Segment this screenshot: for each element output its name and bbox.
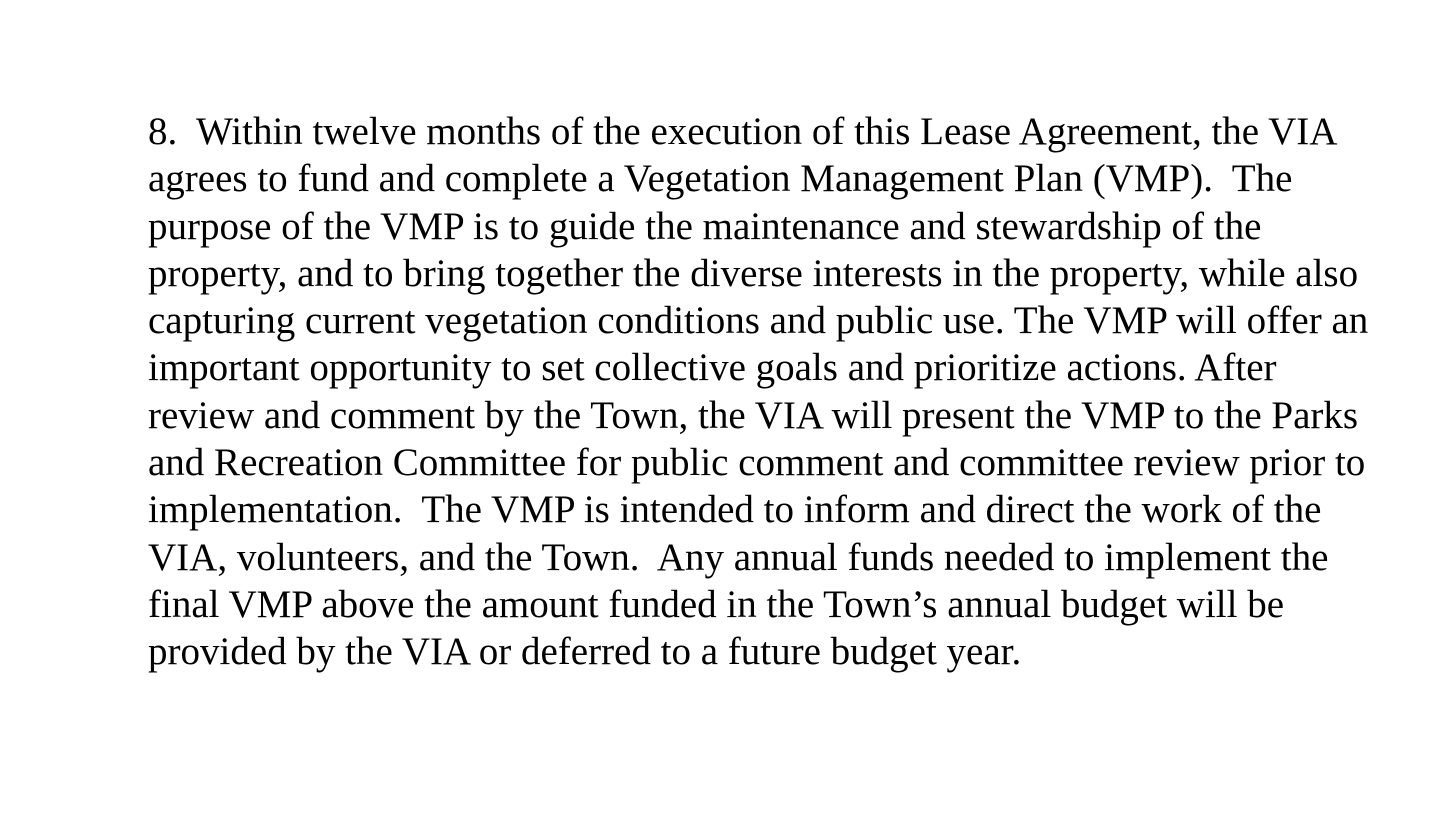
- paragraph-line: 8. Within twelve months of the execution of this Lease Agreement, the VIA: [148, 110, 1338, 153]
- paragraph-line: and Recreation Committee for public comment and committee review prior to: [148, 441, 1366, 485]
- paragraph-line: VIA, volunteers, and the Town. Any annual funds needed to implement the: [148, 535, 1329, 579]
- paragraph-line: important opportunity to set collective goals and prioritize actions. After: [148, 346, 1277, 390]
- paragraph-line: implementation. The VMP is intended to inform and direct the work of the: [148, 488, 1322, 532]
- paragraph-line: provided by the VIA or deferred to a future budget year.: [148, 630, 1022, 674]
- paragraph-line: agrees to fund and complete a Vegetation Management Plan (VMP). The: [148, 157, 1293, 201]
- lease-clause-8-paragraph: [148, 108, 1428, 676]
- paragraph-line: purpose of the VMP is to guide the maintenance and stewardship of the: [148, 204, 1262, 248]
- paragraph-line: property, and to bring together the diverse interests in the property, while also: [148, 251, 1359, 295]
- paragraph-line: capturing current vegetation conditions and public use. The VMP will offer an: [148, 299, 1369, 343]
- paragraph-line: final VMP above the amount funded in the Town’s annual budget will be: [148, 582, 1285, 626]
- paragraph-line: review and comment by the Town, the VIA will present the VMP to the Parks: [148, 393, 1359, 437]
